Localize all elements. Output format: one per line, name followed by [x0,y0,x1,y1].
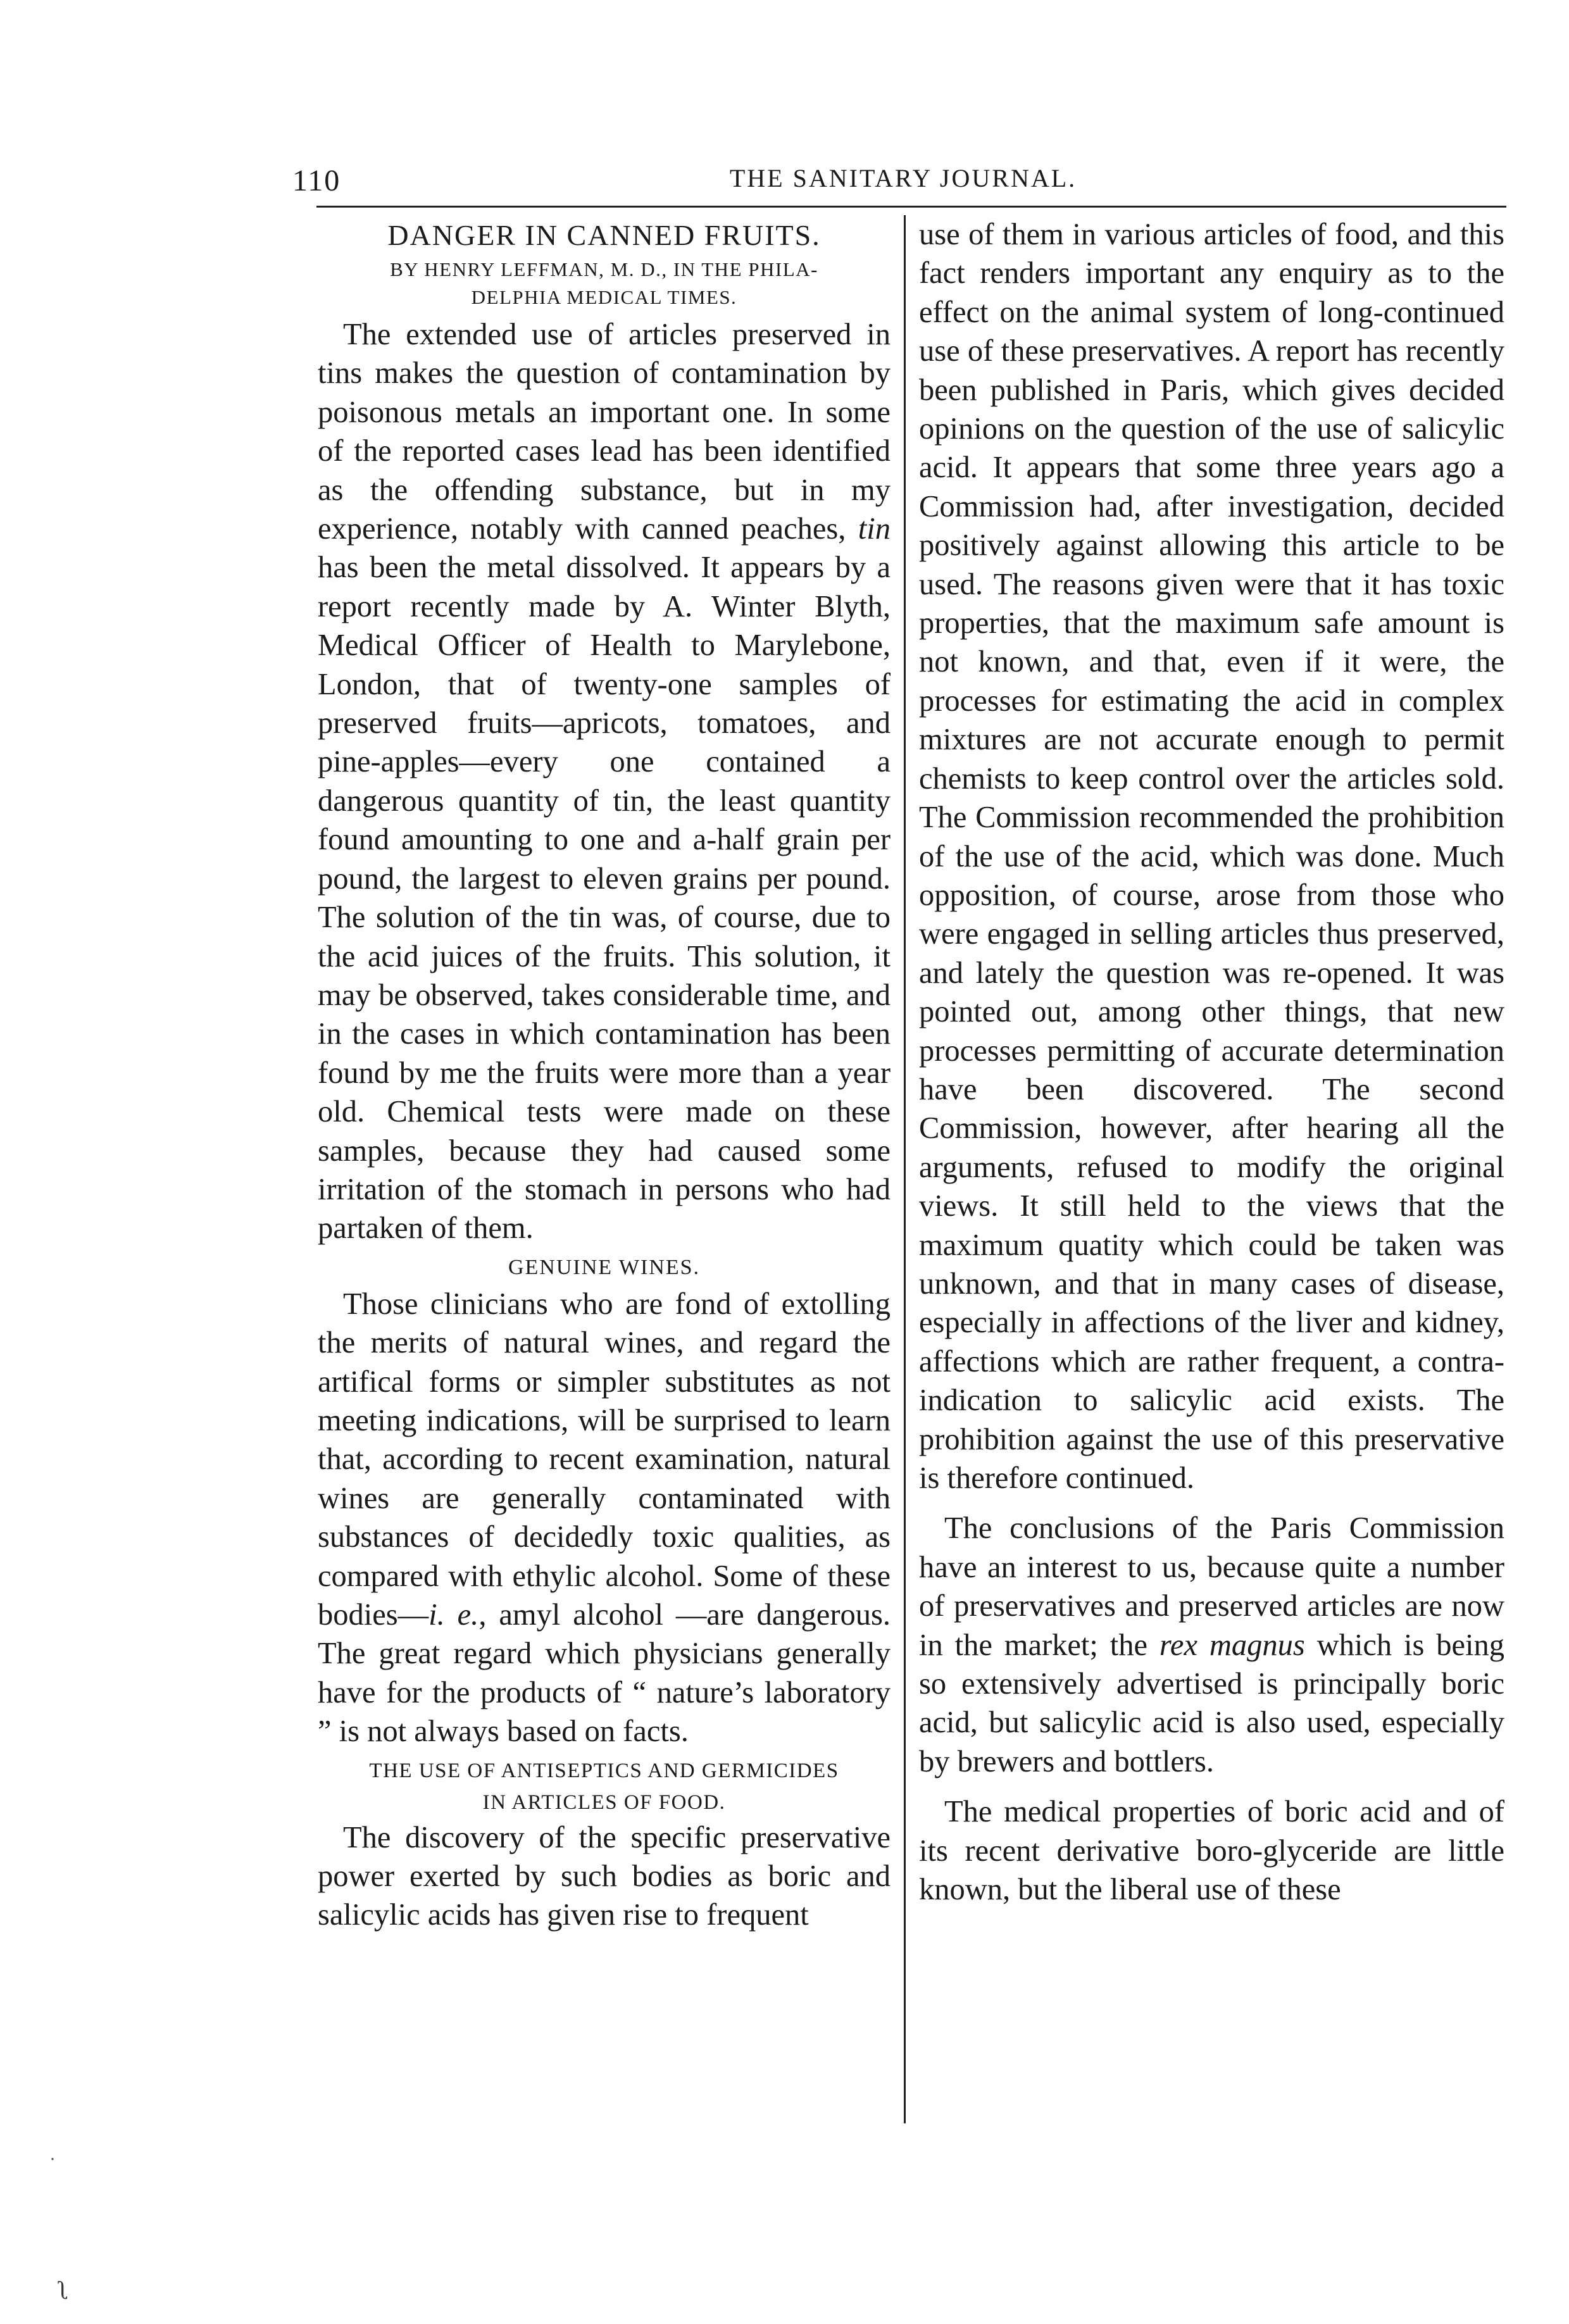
subhead-antiseptics-line-1: THE USE OF ANTISEPTICS AND GERMICIDES [369,1759,839,1782]
journal-title: THE SANITARY JOURNAL. [729,164,1077,192]
paragraph-canned-fruits [318,315,891,1248]
right-column [919,215,1504,1909]
byline-line-2: DELPHIA MEDICAL TIMES. [471,286,737,308]
paragraph-text: has been the metal dissolved. It appears by a report recently made by A. Winter Blyth, Medical Officer of Health to Marylebone, London, that of twenty-one samples of preserved fruits—apricots, tomatoes, and pine-apples—every one contained a dangerous quantity of tin, the least quantity found amounting to one and a-half grain per pound, the largest to eleven grains per pound. The solution of the tin was, of course, due to the acid juices of the fruits. This solution, it may be observed, takes considerable time, and in the cases in which contamination has been found by me the fruits were more than a year old. Chemical tests were made on these samples, because they had caused some irritation of the stomach in persons who had partaken of them. [318,551,891,1246]
paragraph-antiseptics-continued: use of them in various articles of food, and this fact renders important any enquiry as to the effect on the animal system of long-continued use of these preservatives. A report has recently been published in Paris, which gives decided opinions on the question of the use of salicylic acid. It appears that some three years ago a Commission had, after investigation, decided positively against allowing this article to be used. The reasons given were that it has toxic properties, that the maximum safe amount is not known, and that, even if it were, the processes for estimating the acid in complex mixtures are not accurate enough to permit chemists to keep control over the articles sold. The Commission recommended the prohibition of the use of the acid, which was done. Much opposition, of course, arose from those who were engaged in selling articles thus preserved, and lately the question was re-opened. It was pointed out, among other things, that new processes permitting of accurate determination have been discovered. The second Commission, however, after hearing all the arguments, refused to modify the original views. It still held to the views that the maximum quatity which could be taken was unknown, and that in many cases of disease, especially in affections of the liver and kidney, affections which are rather frequent, a contra-indication to salicylic acid exists. The prohibition against the use of this preservative is therefore continued. [919,218,1504,1495]
paragraph-boric-acid: The medical properties of boric acid and of its recent derivative boro-glyceride are little known, but the liberal use of these [919,1795,1504,1907]
paragraph-text: Those clinicians who are fond of extolling the merits of natural wines, and regard the artifical forms or simpler substitutes as not meeting indications, will be surprised to learn that, according to recent examination, natural wines are generally contaminated with substances of decidedly toxic qualities, as compared with ethylic alcohol. Some of these bodies— [318,1287,891,1632]
left-column [318,215,891,1935]
article-title: DANGER IN CANNED FRUITS. [387,219,821,251]
column-divider [904,215,906,2123]
emphasis-tin: tin [858,512,891,546]
paragraph-text: which is being so extensively advertised is principally boric acid, but salicylic acid is also used, especially by brewers and bottlers. [919,1628,1504,1778]
paragraph-text: The conclusions of the Paris Commission have an interest to us, because quite a number of preservatives and preserved articles are now in the market; the [919,1511,1504,1662]
emphasis-ie: i. e. [428,1598,479,1632]
paragraph-paris-commission [919,1509,1504,1781]
margin-dot-mark: · [49,2149,56,2170]
paragraph-genuine-wines [318,1285,891,1751]
article-byline [318,256,891,311]
paragraph-antiseptics-start: The discovery of the specific preservative power exerted by such bodies as boric and salicylic acids has given rise to frequent [318,1820,891,1932]
emphasis-rex-magnus: rex magnus [1159,1628,1305,1662]
subhead-genuine-wines: GENUINE WINES. [508,1255,701,1279]
running-head [292,163,1514,201]
paragraph-text: , amyl alcohol —are dangerous. The great regard which physicians generally have for the products of “ nature’s laboratory ” is not always based on facts. [318,1598,891,1749]
paragraph-text: The extended use of articles preserved in tins makes the question of contamination by poisonous metals an important one. In some of the reported cases lead has been identified as the offending substance, but in my experience, notably with canned peaches, [318,318,891,546]
header-rule [316,206,1506,208]
subhead-antiseptics [318,1755,891,1818]
byline-line-1: BY HENRY LEFFMAN, M. D., IN THE PHILA- [390,258,818,280]
subhead-antiseptics-line-2: IN ARTICLES OF FOOD. [482,1790,726,1814]
page-number: 110 [292,164,341,197]
margin-scan-mark: ʅ [58,2276,70,2304]
